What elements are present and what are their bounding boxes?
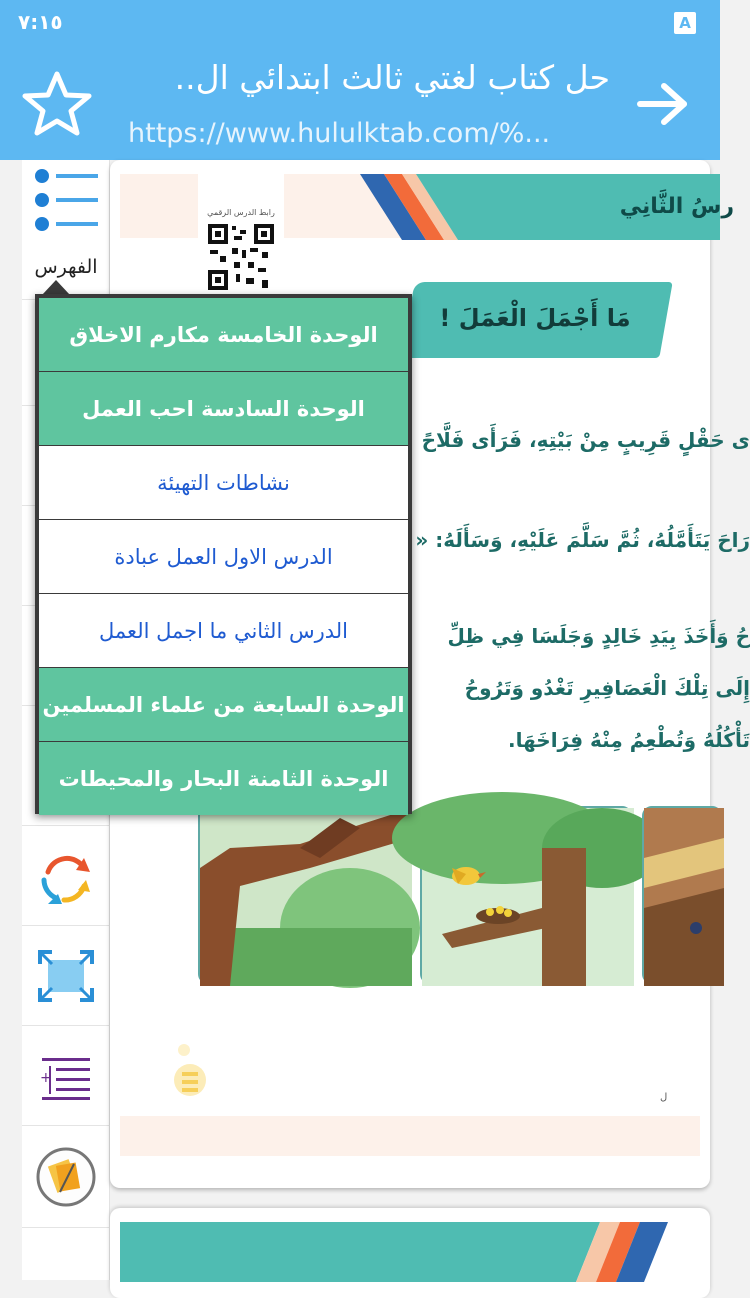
- next-book-page[interactable]: [110, 1208, 710, 1298]
- index-dropdown: [35, 294, 412, 814]
- story-image: [642, 806, 722, 984]
- status-indicator: A: [674, 12, 696, 34]
- story-line: إِلَى تِلْكَ الْعَصَافِيرِ تَغْدُو وَتَرُوحُ: [464, 676, 750, 700]
- dropdown-pointer: [42, 280, 70, 295]
- dropdown-item-unit-5[interactable]: الوحدة الخامسة مكارم الاخلاق: [39, 298, 408, 371]
- story-line: تَأْكُلُهُ وَتُطْعِمُ مِنْهُ فِرَاخَهَا.: [507, 728, 750, 752]
- refresh-button[interactable]: [22, 826, 110, 926]
- tree-branch-image: [200, 808, 412, 986]
- dropdown-item-lesson-2[interactable]: الدرس الثاني ما اجمل العمل: [39, 594, 408, 667]
- story-line: ى حَقْلٍ قَرِيبٍ مِنْ بَيْتِهِ، فَرَأَى فَلَّاحً: [421, 428, 750, 452]
- publisher-logo-icon: [168, 1040, 212, 1100]
- page-title: حل كتاب لغتي ثالث ابتدائي ال..: [174, 58, 610, 97]
- fullscreen-icon: [38, 950, 94, 1002]
- fullscreen-button[interactable]: [22, 926, 110, 1026]
- qr-code-icon: [206, 222, 276, 292]
- page-footer-band: [120, 1116, 700, 1156]
- menu-button[interactable]: [22, 160, 110, 300]
- question-text: مَا أَجْمَلَ الْعَمَلَ !: [439, 304, 631, 332]
- notes-button[interactable]: [22, 1126, 110, 1228]
- story-image: [420, 806, 632, 984]
- refresh-icon: [34, 846, 98, 910]
- story-line: رَاحَ يَتَأَمَّلُهُ، ثُمَّ سَلَّمَ عَلَيْهِ، وَسَأَلَهُ: «: [415, 528, 750, 552]
- dropdown-item-warmup-activities[interactable]: نشاطات التهيئة: [39, 446, 408, 519]
- dropdown-item-unit-8[interactable]: الوحدة الثامنة البحار والمحيطات: [39, 742, 408, 815]
- next-page-header-banner: [120, 1222, 700, 1282]
- qr-label: رابط الدرس الرقمي: [207, 208, 275, 217]
- bird-nest-image: [422, 808, 634, 986]
- page-url: https://www.hululktab.com/%...: [128, 118, 551, 149]
- star-outline-icon[interactable]: [22, 70, 92, 136]
- field-image: [644, 808, 724, 986]
- top-app-bar: [0, 0, 720, 160]
- page-mark: ل: [660, 1092, 668, 1103]
- arrow-right-icon[interactable]: [636, 82, 690, 126]
- menu-label: الفهرس: [34, 256, 98, 278]
- menu-list-icon: [34, 166, 100, 224]
- lesson-title: رسُ الثَّانِي: [619, 194, 734, 219]
- notes-icon: [34, 1146, 98, 1208]
- qr-code[interactable]: [198, 174, 284, 300]
- indent-icon: [38, 1056, 94, 1100]
- dropdown-item-lesson-1[interactable]: الدرس الاول العمل عبادة: [39, 520, 408, 593]
- dropdown-item-unit-6[interactable]: الوحدة السادسة احب العمل: [39, 372, 408, 445]
- indent-button[interactable]: [22, 1026, 110, 1126]
- story-line: حُ وَأَخَذَ بِيَدِ خَالِدٍ وَجَلَسَا فِي ظِلِّ: [447, 624, 750, 648]
- status-time: ٧:١٥: [18, 10, 63, 34]
- svg-text:+: +: [40, 1070, 52, 1086]
- dropdown-item-unit-7[interactable]: الوحدة السابعة من علماء المسلمين: [39, 668, 408, 741]
- story-image: [198, 806, 410, 984]
